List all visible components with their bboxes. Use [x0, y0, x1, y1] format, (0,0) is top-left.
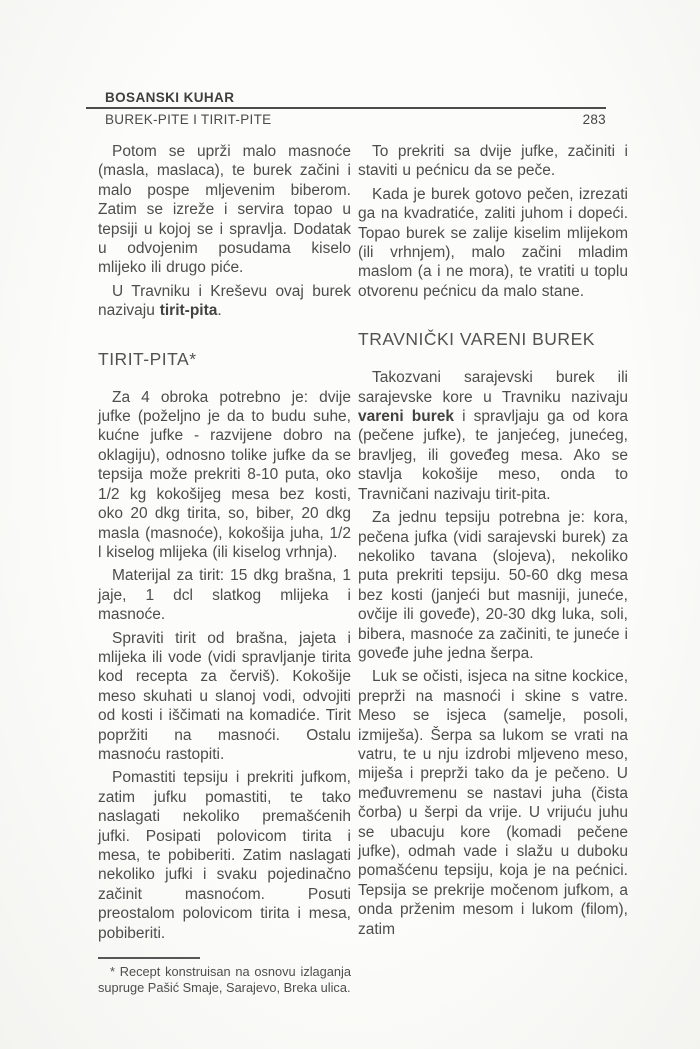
- section-heading: TIRIT-PITA*: [98, 348, 197, 369]
- text-run: i spravljaju ga od kora (pečene jufke), te janjećeg, junećeg, bravljeg, ili goveđeg mesa. Ako se stavlja kokošije meso, onda to Travničani nazivaju tirit-pita.: [358, 408, 628, 503]
- paragraph: [358, 185, 628, 301]
- header-rule: [86, 107, 606, 109]
- text-run: U Travniku i Kreševu ovaj burek nazivaju: [98, 282, 351, 320]
- paragraph: [98, 629, 351, 765]
- text-run: Spraviti tirit od brašna, jajeta i mlijeka ili vode (vidi spravljanje tirita kod recepta za červiš). Kokošije meso skuhati u slanoj vodi, odvojiti od kosti i iščimati na komadiće. Tirit popržiti na masnoći. Ostalu masnoću rastopiti.: [98, 629, 351, 763]
- right-column: [358, 142, 628, 996]
- paragraph: [98, 768, 351, 943]
- text-run: Materijal za tirit: 15 dkg brašna, 1 jaje, 1 dcl slatkog mlijeka i masnoće.: [98, 567, 351, 624]
- page-number: 283: [582, 112, 606, 127]
- paragraph: [98, 142, 351, 278]
- chapter-title: BUREK-PITE I TIRIT-PITE: [105, 112, 272, 127]
- header-row: [86, 112, 606, 127]
- paragraph: [98, 388, 351, 563]
- paragraph: [98, 282, 351, 321]
- text-run: Luk se očisti, isjeca na sitne kockice, preprži na masnoći i skine s vatre. Meso se isjeca (samelje, posoli, izmiješa). Šerpa sa lukom se vrati na vatru, te u nju izdrobi mljeveno meso, miješa i preprži tako da je pečeno. U međuvremenu se nastavi juha (čista čorba) u šerpi da vrije. U vrijuću juhu se ubacuju kore (komadi pečene jufke), odmah vade i slažu u duboku pomašćenu tepsiju, koja je na pećnici. Tepsija se prekrije močenom jufkom, a onda prženim mesom i lukom (filom), zatim: [358, 668, 628, 938]
- paragraph: [358, 142, 628, 181]
- book-title: BOSANSKI KUHAR: [105, 90, 235, 105]
- left-column: [98, 142, 351, 996]
- paragraph: [358, 508, 628, 663]
- running-header: [86, 90, 628, 127]
- section-heading: TRAVNIČKI VARENI BUREK: [358, 329, 595, 350]
- text-run: Kada je burek gotovo pečen, izrezati ga na kvadratiće, zaliti juhom i dopeći. Topao burek se zalije kiselim mlijekom (ili vrhnjem), malo začini mladim maslom (a i ne mora), te vratiti u toplu otvorenu pećnicu da malo stane.: [358, 185, 628, 300]
- text-columns: [86, 142, 628, 996]
- text-run: Za 4 obroka potrebno je: dvije jufke (poželjno je da to budu suhe, kućne jufke - razvijene dobro na oklagiju), odnosno tolike jufke da se tepsija može prekriti 8-10 puta, oko 1/2 kg kokošijeg mesa bez kosti, oko 20 dkg tirita, so, biber, 20 dkg masla (masnoće), kokošija juha, 1/2 l kiselog mlijeka (ili kiselog vrhnja).: [98, 388, 351, 561]
- footnote-text: [98, 964, 351, 996]
- text-run: Pomastiti tepsiju i prekriti jufkom, zatim jufku pomastiti, te tako naslagati nekoliko premašćenih jufki. Posipati polovicom tirita i mesa, te pobiberiti. Zatim naslagati nekoliko jufki i svaku pojedinačno začinit masnoćom. Posuti preostalom polovicom tirita i mesa, pobiberiti.: [98, 769, 351, 942]
- text-run: Za jednu tepsiju potrebna je: kora, pečena jufka (vidi sarajevski burek) za nekoliko tavana (slojeva), nekoliko puta prekriti tepsiju. 50-60 dkg mesa bez kosti (janjeći but masniji, juneće, ovčije ili goveđe), 20-30 dkg luka, soli, bibera, masnoće za začiniti, te juneće i goveđe juhe jedna šerpa.: [358, 509, 628, 662]
- footnote-rule: [98, 957, 200, 959]
- text-run: .: [217, 302, 222, 320]
- text-run: Takozvani sarajevski burek ili sarajevske kore u Travniku nazivaju: [358, 369, 628, 406]
- bold-term: tirit-pita: [159, 302, 218, 320]
- paragraph: [358, 667, 628, 939]
- paragraph: [358, 368, 628, 504]
- text-run: To prekriti sa dvije jufke, začiniti i staviti u pećnicu da se peče.: [358, 143, 628, 180]
- bold-term: vareni burek: [358, 408, 454, 426]
- text-run: Potom se uprži malo masnoće (masla, maslaca), te burek začini i malo pospe mljevenim biberom. Zatim se izreže i servira topao u tepsiji u kojoj se i spravlja. Dodatak u odvojenim posudama kiselo mlijeko ili drugo piće.: [98, 143, 351, 277]
- text-run: * Recept konstruisan na osnovu izlaganja supruge Pašić Smaje, Sarajevo, Breka ulica.: [98, 964, 351, 996]
- paragraph: [98, 566, 351, 624]
